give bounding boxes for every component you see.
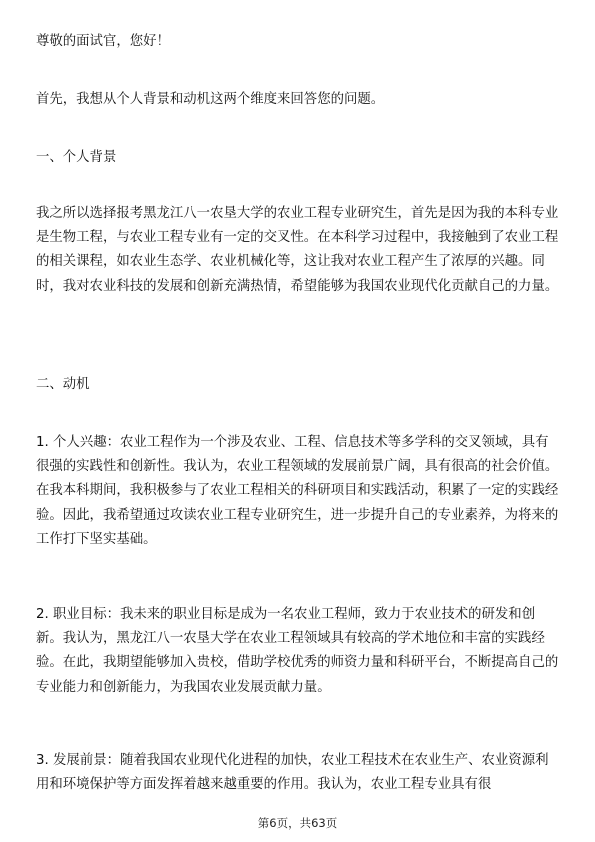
intro-paragraph: 首先，我想从个人背景和动机这两个维度来回答您的问题。 xyxy=(36,92,385,107)
motivation-item-3: 3. 发展前景：随着我国农业现代化进程的加快，农业工程技术在农业生产、农业资源利用和环境保护等方面发挥着越来越重要的作用。我认为，农业工程专业具有很 xyxy=(36,753,549,793)
section1-heading: 一、个人背景 xyxy=(36,150,117,165)
greeting-line: 尊敬的面试官，您好！ xyxy=(36,34,170,49)
motivation-item-1: 1. 个人兴趣：农业工程作为一个涉及农业、工程、信息技术等多学科的交叉领域，具有很强的实践性和创新性。我认为，农业工程领域的发展前景广阔，具有很高的社会价值。在我本科期间，我积极参与了农业工程相关的科研项目和实践活动，积累了一定的实践经验。因此，我希望通过攻读农业工程专业研究生，进一步提升自己的专业素养，为将来的工作打下坚实基础。 xyxy=(36,435,559,547)
section2-heading: 二、动机 xyxy=(36,377,90,392)
motivation-item-2: 2. 职业目标：我未来的职业目标是成为一名农业工程师，致力于农业技术的研发和创新。我认为，黑龙江八一农垦大学在农业工程领域具有较高的学术地位和丰富的实践经验。在此，我期望能够加入贵校，借助学校优秀的师资力量和科研平台，不断提高自己的专业能力和创新能力，为我国农业发展贡献力量。 xyxy=(36,607,559,695)
section1-body: 我之所以选择报考黑龙江八一农垦大学的农业工程专业研究生，首先是因为我的本科专业是生物工程，与农业工程专业有一定的交叉性。在本科学习过程中，我接触到了农业工程的相关课程，如农业生态学、农业机械化等，这让我对农业工程产生了浓厚的兴趣。同时，我对农业科技的发展和创新充满热情，希望能够为我国农业现代化贡献自己的力量。 xyxy=(36,206,559,294)
page-number: 第6页，共63页 xyxy=(257,816,338,830)
